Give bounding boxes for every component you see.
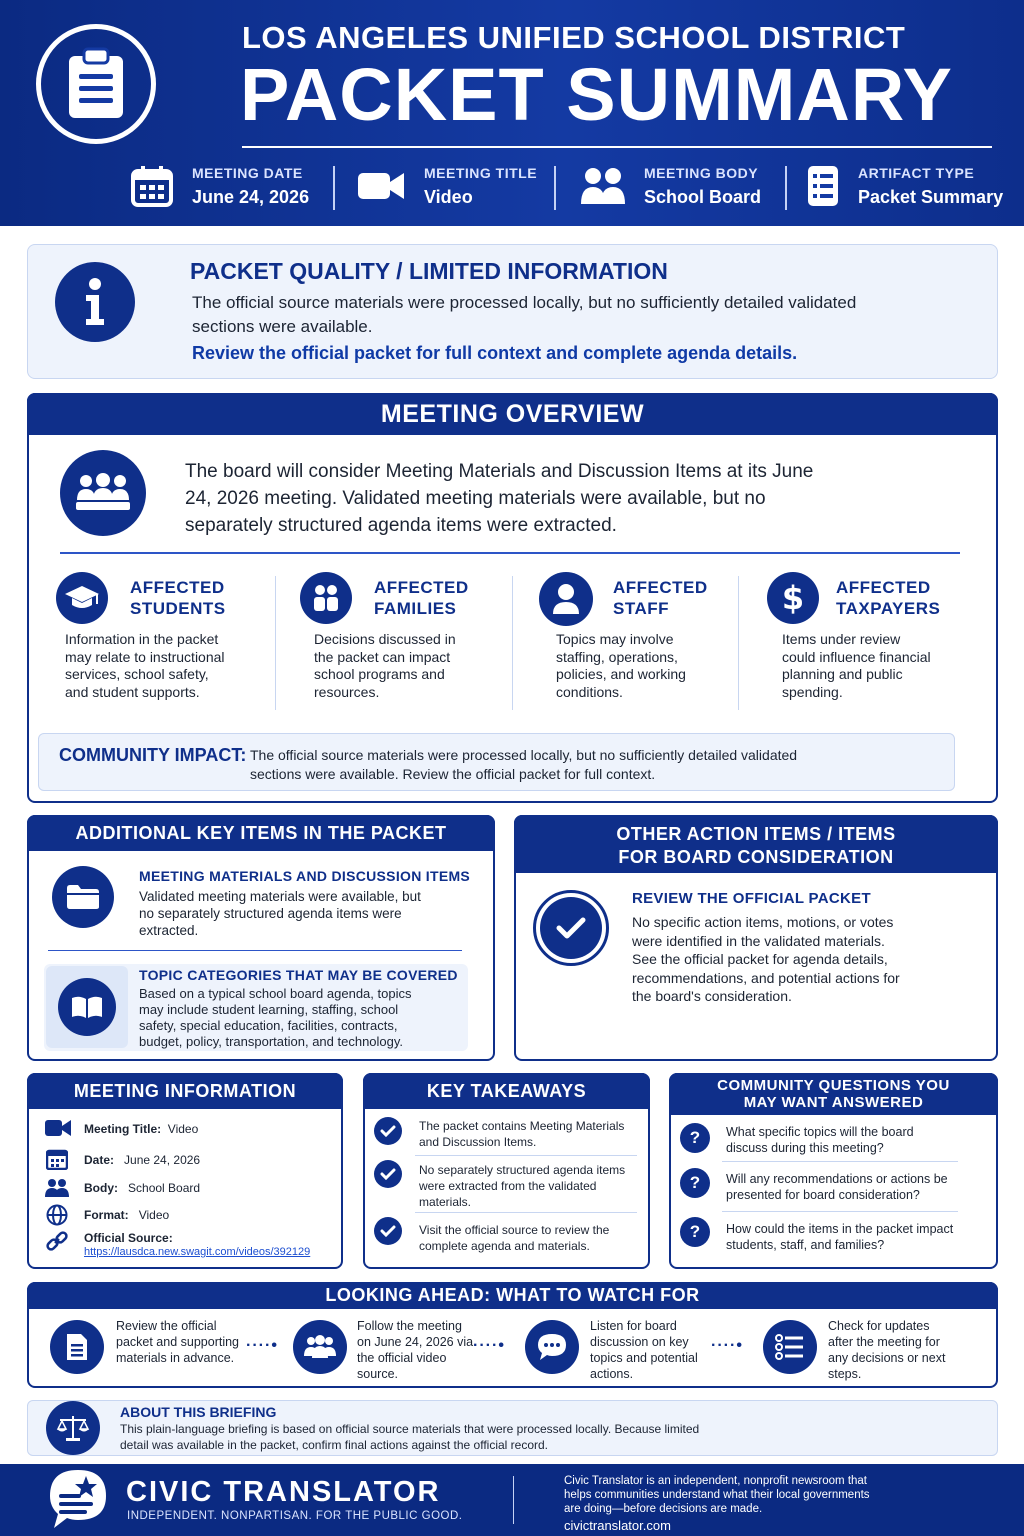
- meta-meeting-title: [356, 160, 537, 212]
- info-label: Body:: [84, 1181, 118, 1195]
- ahead-step: Follow the meeting on June 24, 2026 via the official video source.: [357, 1319, 474, 1381]
- column-divider: [275, 576, 276, 710]
- check-icon: [374, 1217, 402, 1245]
- heading-line: COMMUNITY QUESTIONS YOU: [717, 1077, 950, 1094]
- checkmark-badge: [533, 890, 609, 966]
- info-value: Video: [138, 1208, 170, 1222]
- affected-title-line: TAXPAYERS: [836, 599, 941, 618]
- takeaway-divider: [415, 1212, 637, 1213]
- key-item-body: Based on a typical school board agenda, topics may include student learning, staffing, school safety, special education, facilities, contracts, budget, policy, transportation, and technology.: [139, 986, 412, 1049]
- action-item-body: No specific action items, motions, or votes were identified in the validated materials. See the official packet for agenda details, recommendations, and potential actions for the board's consideration.: [632, 914, 900, 1004]
- checkmark-icon: [540, 897, 602, 959]
- affected-students-title: [130, 577, 226, 619]
- action-item-title: REVIEW THE OFFICIAL PACKET: [632, 890, 871, 907]
- ahead-step: Listen for board discussion on key topics and potential actions.: [590, 1319, 698, 1381]
- affected-families-body: Decisions discussed in the packet can impact school programs and resources.: [314, 631, 456, 700]
- clipboard-logo: [36, 24, 156, 144]
- affected-title-line: AFFECTED: [613, 578, 708, 597]
- question-icon: ?: [680, 1217, 710, 1247]
- person-icon: [539, 572, 593, 626]
- book-icon-tile: [46, 966, 128, 1048]
- column-divider: [512, 576, 513, 710]
- graduation-cap-icon: [56, 572, 108, 624]
- affected-families-title: [374, 577, 469, 619]
- community-impact-body: The official source materials were processed locally, but no sufficiently detailed validated sections were available. Review the official packet for full context.: [250, 747, 798, 782]
- takeaways-heading: KEY TAKEAWAYS: [363, 1073, 650, 1109]
- header-divider: [242, 146, 992, 148]
- heading-line: FOR BOARD CONSIDERATION: [618, 847, 894, 867]
- column-divider: [738, 576, 739, 710]
- question-item: Will any recommendations or actions be presented for board consideration?: [726, 1172, 948, 1202]
- page-title: PACKET SUMMARY: [240, 53, 953, 136]
- ahead-step: Review the official packet and supporting materials in advance.: [116, 1319, 240, 1365]
- meta-label: ARTIFACT TYPE: [858, 164, 975, 181]
- questions-heading: [669, 1073, 998, 1115]
- key-item-title: MEETING MATERIALS AND DISCUSSION ITEMS: [139, 868, 471, 884]
- meta-value: June 24, 2026: [192, 186, 310, 207]
- video-camera-icon: [356, 168, 406, 204]
- ahead-step: Check for updates after the meeting for any decisions or next steps.: [828, 1319, 946, 1381]
- meta-label: MEETING BODY: [644, 164, 759, 181]
- affected-title-line: AFFECTED: [374, 578, 469, 597]
- overview-text: The board will consider Meeting Materials and Discussion Items at its June 24, 2026 meeting. Validated meeting materials were available, but no separately structured agenda items were extracted.: [185, 461, 814, 536]
- heading-line: OTHER ACTION ITEMS / ITEMS: [616, 824, 896, 844]
- affected-title-line: STAFF: [613, 599, 670, 618]
- meta-value: School Board: [644, 186, 762, 207]
- check-icon: [374, 1160, 402, 1188]
- people-icon: [580, 166, 626, 206]
- meta-meeting-date: [130, 160, 309, 212]
- globe-icon: [46, 1204, 68, 1226]
- quality-emphasis: Review the official packet for full context and complete agenda details.: [192, 343, 798, 363]
- meta-value: Packet Summary: [858, 186, 1004, 207]
- step-connector: ····•: [473, 1337, 505, 1354]
- heading-line: MAY WANT ANSWERED: [743, 1094, 924, 1111]
- meta-divider: [333, 166, 335, 210]
- affected-title-line: FAMILIES: [374, 599, 457, 618]
- affected-students-body: Information in the packet may relate to instructional services, school safety, and student supports.: [65, 631, 225, 700]
- info-row-format: [84, 1208, 169, 1222]
- community-impact-label: COMMUNITY IMPACT:: [59, 745, 247, 765]
- calendar-icon: [46, 1148, 68, 1170]
- link-icon: [46, 1230, 68, 1252]
- key-items-divider: [48, 950, 462, 951]
- info-value: June 24, 2026: [124, 1153, 201, 1167]
- book-icon: [58, 978, 116, 1036]
- question-icon: ?: [680, 1123, 710, 1153]
- info-icon: [55, 262, 135, 342]
- takeaway-item: Visit the official source to review the complete agenda and materials.: [419, 1223, 610, 1253]
- key-item-title: TOPIC CATEGORIES THAT MAY BE COVERED: [139, 967, 458, 983]
- takeaway-item: The packet contains Meeting Materials and Discussion Items.: [419, 1119, 625, 1149]
- overview-heading: MEETING OVERVIEW: [27, 393, 998, 435]
- question-icon: ?: [680, 1168, 710, 1198]
- dollar-icon: $: [767, 572, 819, 624]
- brand-name: CIVIC TRANSLATOR: [126, 1476, 441, 1508]
- quality-body: The official source materials were processed locally, but no sufficiently detailed validated sections were available.: [192, 293, 857, 336]
- info-label: Meeting Title:: [84, 1122, 162, 1136]
- meta-value: Video: [424, 186, 473, 207]
- brand-tagline: INDEPENDENT. NONPARTISAN. FOR THE PUBLIC GOOD.: [127, 1510, 463, 1522]
- official-source-link[interactable]: https://lausdca.new.swagit.com/videos/392129: [84, 1246, 311, 1258]
- info-row-meeting-title: [84, 1122, 198, 1136]
- folder-icon: [52, 866, 114, 928]
- checklist-icon: [763, 1320, 817, 1374]
- step-connector: ····•: [246, 1337, 278, 1354]
- people-icon: [45, 1178, 69, 1198]
- meta-divider: [554, 166, 556, 210]
- info-row-body: [84, 1181, 200, 1195]
- video-camera-icon: [45, 1119, 71, 1137]
- takeaway-divider: [415, 1155, 637, 1156]
- footer-divider: [513, 1476, 514, 1524]
- key-items-heading: ADDITIONAL KEY ITEMS IN THE PACKET: [27, 815, 495, 851]
- info-label: Format:: [84, 1208, 129, 1222]
- info-value: School Board: [128, 1181, 201, 1195]
- check-icon: [374, 1117, 402, 1145]
- takeaway-item: No separately structured agenda items were extracted from the validated materials.: [419, 1163, 626, 1209]
- meeting-info-heading: MEETING INFORMATION: [27, 1073, 343, 1109]
- about-body: This plain-language briefing is based on official source materials that were processed locally. Because limited detail was available in the packet, confirm final actions against the official record.: [120, 1422, 700, 1452]
- list-document-icon: [806, 164, 840, 208]
- affected-taxpayers-body: Items under review could influence financial planning and public spending.: [782, 631, 931, 700]
- info-row-date: [84, 1153, 200, 1167]
- group-icon: [293, 1320, 347, 1374]
- question-divider: [722, 1211, 958, 1212]
- meta-divider: [785, 166, 787, 210]
- meta-label: MEETING TITLE: [424, 164, 538, 181]
- key-item-body: Validated meeting materials were available, but no separately structured agenda items were extracted.: [139, 889, 421, 938]
- official-source-label: Official Source:: [84, 1231, 173, 1245]
- meta-meeting-body: [580, 160, 761, 212]
- info-value: Video: [167, 1122, 199, 1136]
- footer-site-link[interactable]: civictranslator.com: [564, 1518, 671, 1533]
- about-title: ABOUT THIS BRIEFING: [120, 1404, 277, 1420]
- question-item: How could the items in the packet impact students, staff, and families?: [726, 1222, 954, 1252]
- affected-taxpayers-title: [836, 577, 940, 619]
- looking-ahead-heading: LOOKING AHEAD: WHAT TO WATCH FOR: [27, 1282, 998, 1309]
- chat-bubble-icon: [525, 1320, 579, 1374]
- overview-divider: [60, 552, 960, 554]
- calendar-icon: [130, 164, 174, 208]
- footer-about: Civic Translator is an independent, nonprofit newsroom that helps communities understand what their local governments are doing—before decisions are made.: [564, 1475, 870, 1515]
- step-connector: ····•: [711, 1337, 743, 1354]
- audience-icon: [60, 450, 146, 536]
- affected-staff-body: Topics may involve staffing, operations, policies, and working conditions.: [556, 631, 686, 700]
- info-label: Date:: [84, 1153, 115, 1167]
- question-item: What specific topics will the board discuss during this meeting?: [726, 1125, 914, 1155]
- meta-label: MEETING DATE: [192, 164, 303, 181]
- clipboard-icon: [63, 46, 129, 122]
- meta-artifact-type: [806, 160, 1003, 212]
- action-items-heading: [514, 815, 998, 873]
- question-divider: [722, 1161, 958, 1162]
- affected-title-line: STUDENTS: [130, 599, 226, 618]
- affected-title-line: AFFECTED: [130, 578, 225, 597]
- affected-staff-title: [613, 577, 708, 619]
- family-icon: [300, 572, 352, 624]
- district-name: LOS ANGELES UNIFIED SCHOOL DISTRICT: [242, 20, 906, 55]
- quality-title: PACKET QUALITY / LIMITED INFORMATION: [190, 258, 668, 284]
- affected-title-line: AFFECTED: [836, 578, 931, 597]
- document-icon: [50, 1320, 104, 1374]
- speech-bubble-star-icon: [46, 1466, 110, 1532]
- scales-icon: [46, 1401, 100, 1455]
